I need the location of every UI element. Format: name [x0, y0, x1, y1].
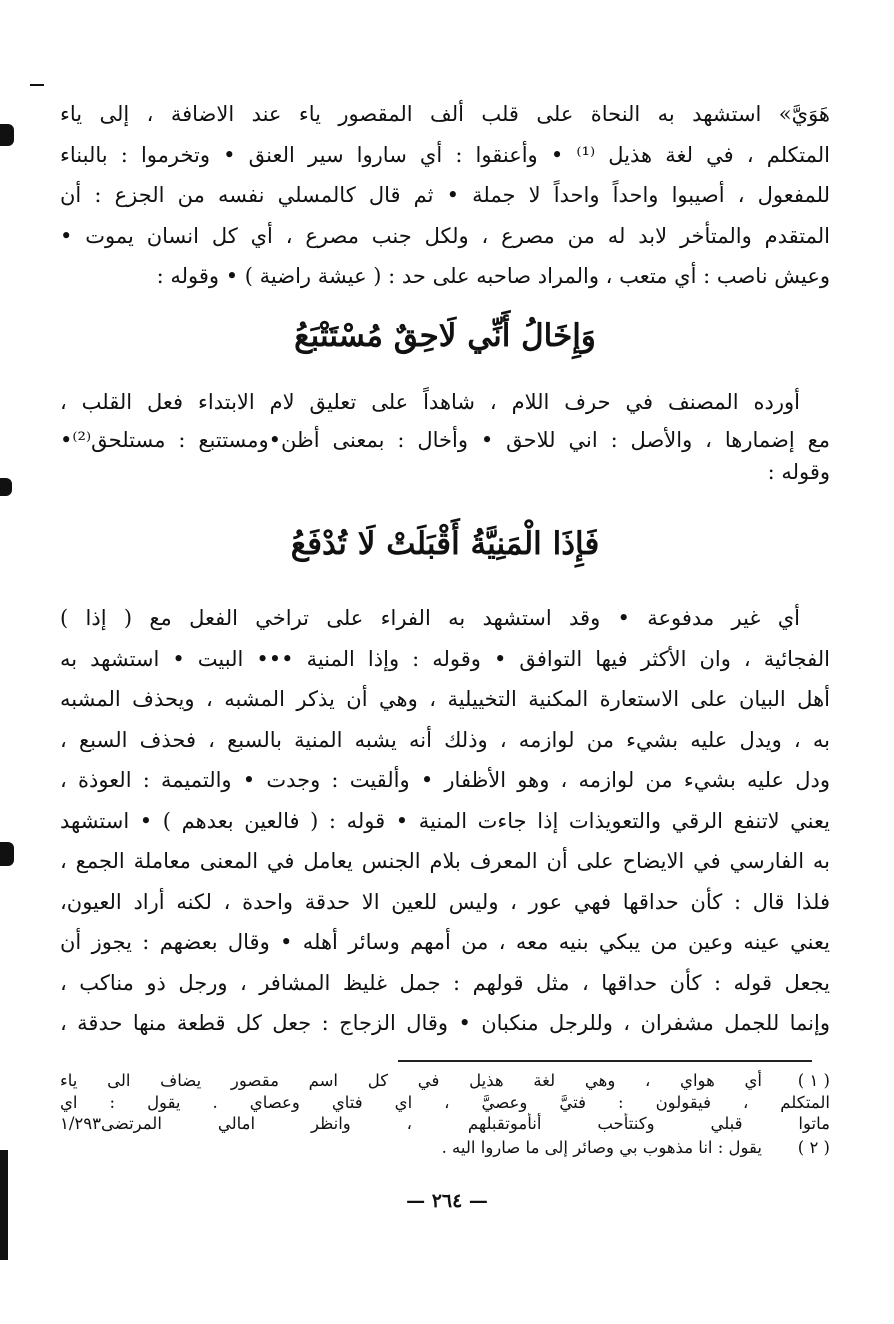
footnote-separator: [398, 1060, 812, 1062]
text-line: الفجائية ، وان الأكثر فيها التوافق • وقوله : وإذا المنية ••• البيت • استشهد به: [60, 646, 830, 671]
footnote-1: [60, 1070, 830, 1092]
footnote-number: ( ١ ): [797, 1071, 830, 1090]
scan-mark: [0, 124, 14, 146]
scan-mark: [0, 842, 14, 866]
footnote-line: يقول : انا مذهوب بي وصائر إلى ما صاروا اليه .: [441, 1137, 762, 1157]
text-line: المتقدم والمتأخر لابد له من مصرع ، ولكل جنب مصرع ، أي كل انسان يموت •: [60, 223, 830, 248]
paragraph-3: [60, 598, 830, 1044]
paragraph-2: [60, 382, 830, 487]
paragraph-1: [60, 94, 830, 297]
text-line: يعني لاتنفع الرقي والتعويذات إذا جاءت المنية • قوله : ( فالعين بعدهم ) • استشهد: [60, 808, 830, 833]
text-line: يعني عينه وعين من يبكي بنيه معه ، من أمهم وسائر أهله • وقال بعضهم : يجوز أن: [60, 930, 830, 954]
text-line: به الفارسي في الايضاح على أن المعرف بلام الجنس يعامل في المعنى معاملة الجمع ،: [60, 849, 830, 873]
text-line: أهل البيان على الاستعارة المكنية التخييلية ، وهي أن يذكر المشبه ، ويحذف المشبه: [60, 687, 830, 711]
text-line: هَوَيَّ» استشهد به النحاة على قلب ألف المقصور ياء عند الاضافة ، إلى ياء: [60, 102, 830, 126]
text-line: ودل عليه بشيء من لوازمه ، وهو الأظفار • وألقيت : وجدت • والتميمة : العوذة ،: [60, 768, 830, 792]
footnote-2: [60, 1137, 830, 1159]
text-line: للمفعول ، أصيبوا واحداً واحداً لا جملة • ثم قال كالمسلي نفسه من الجزع : أن: [60, 183, 830, 207]
text-line: وقوله :: [767, 459, 830, 484]
footnote-line: المتكلم ، فيقولون : فتيَّ وعصيَّ ، اي فتاي وعصاي . يقول : اي: [60, 1092, 830, 1112]
footnote-line: أي هواي ، وهي لغة هذيل في كل اسم مقصور يضاف الى ياء: [60, 1071, 762, 1090]
scan-mark: [30, 84, 44, 86]
text-line: أورده المصنف في حرف اللام ، شاهداً على تعليق لام الابتداء فعل القلب ،: [60, 390, 800, 414]
text-line: فلذا قال : كأن حداقها فهي عور ، وليس للعين الا حدقة واحدة ، لكنه أراد العيون،: [60, 889, 830, 914]
page-number: — ٢٦٤ —: [406, 1190, 488, 1212]
text-line: وعيش ناصب : أي متعب ، والمراد صاحبه على حد : ( عيشة راضية ) • وقوله :: [156, 264, 830, 288]
text-line: به ، ويدل عليه بشيء من لوازمه ، وذلك أنه يشبه المنية بالسبع ، فحذف السبع ،: [60, 727, 830, 752]
text-line: مع إضمارها ، والأصل : اني للاحق • وأخال : بمعنى أظن•ومستتبع : مستلحق⁽²⁾•: [60, 427, 830, 452]
footnote-line: ماتوا قبلي وكنتأحب أنأموتقبلهم ، وانظر امالي المرتضى١/٢٩٣: [60, 1114, 830, 1133]
text-line: أي غير مدفوعة • وقد استشهد به الفراء على تراخي الفعل مع ( إذا ): [60, 606, 800, 630]
text-line: المتكلم ، في لغة هذيل ⁽¹⁾ • وأعنقوا : أي ساروا سير العنق • وتخرموا : بالبناء: [60, 142, 830, 167]
text-line: يجعل قوله : كأن حداقها ، مثل قولهم : جمل غليظ المشافر ، ورجل ذو مناكب ،: [60, 970, 830, 995]
footnote-1-cont: [60, 1113, 830, 1135]
footnote-number: ( ٢ ): [797, 1137, 830, 1157]
verse-2: فَإِذَا الْمَنِيَّةُ أَقْبَلَتْ لَا تُدْفَعُ: [290, 526, 600, 562]
footnote-1-cont: [60, 1092, 830, 1114]
verse-1: وَإِخَالُ أَنِّي لَاحِقٌ مُسْتَتْبَعُ: [294, 318, 596, 354]
footnotes: [60, 1070, 830, 1158]
text-line: وإنما للجمل مشفران ، وللرجل منكبان • وقال الزجاج : جعل كل قطعة منها حدقة ،: [60, 1011, 830, 1035]
scan-mark: [0, 478, 12, 496]
